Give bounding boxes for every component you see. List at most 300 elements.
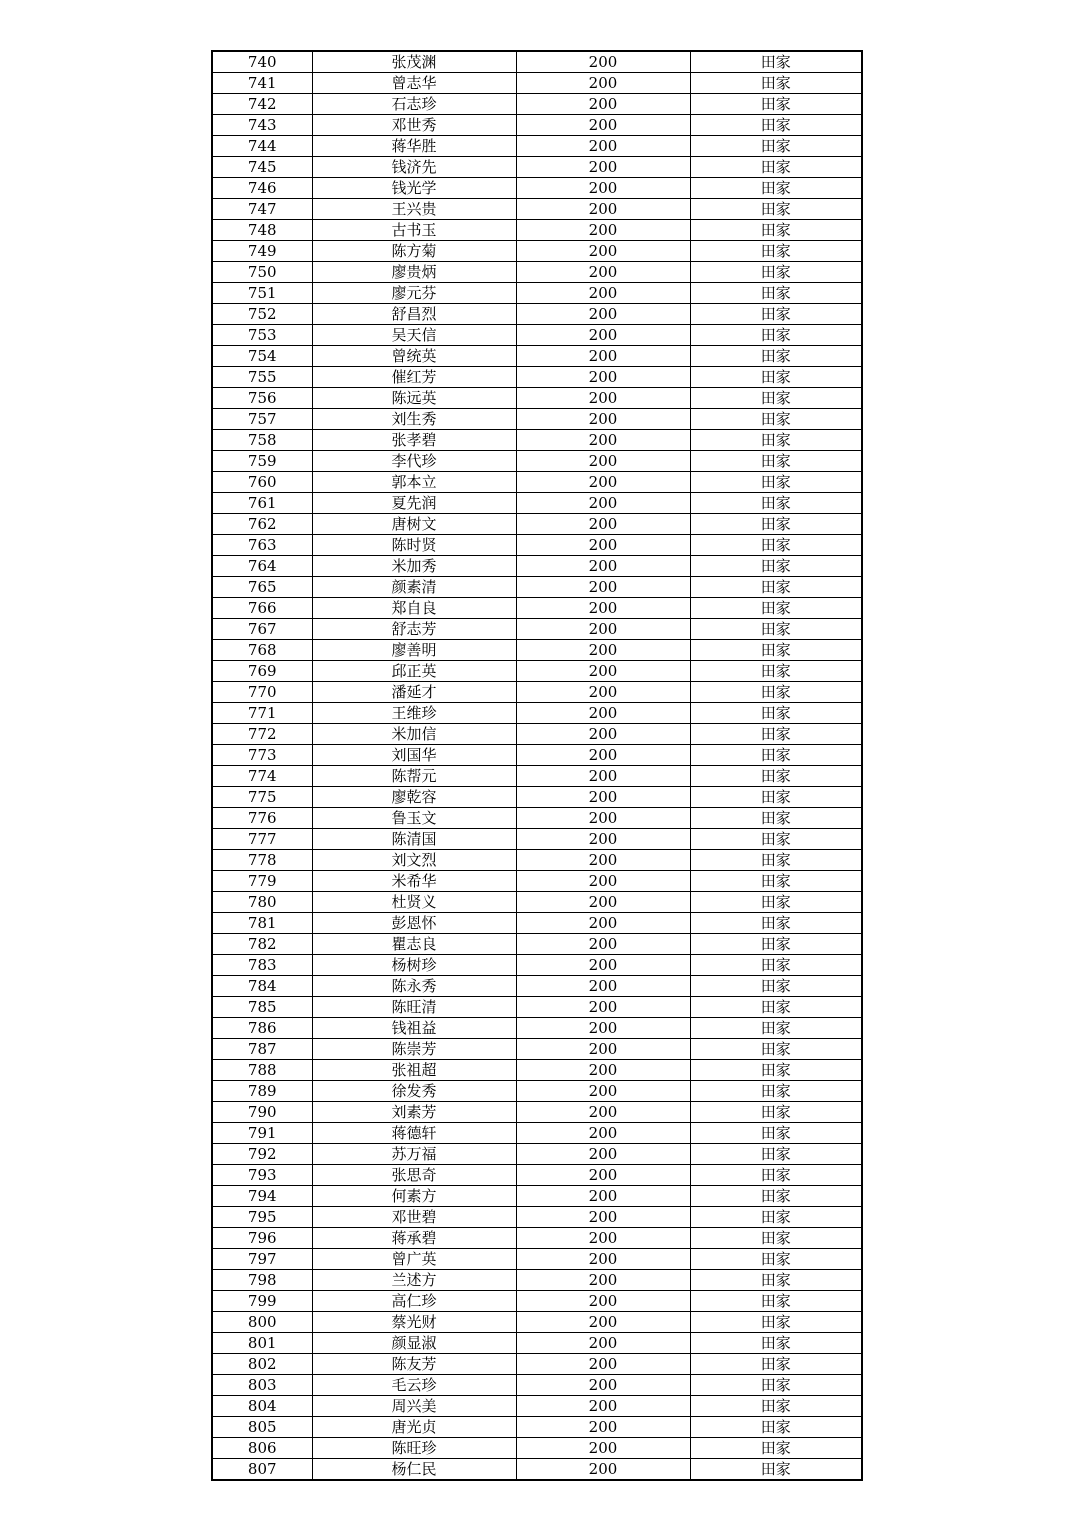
name-cell: 陈永秀	[312, 976, 516, 997]
table-row	[212, 1018, 862, 1039]
row-number-cell: 763	[212, 535, 312, 556]
row-number-cell: 772	[212, 724, 312, 745]
location-cell: 田家	[690, 871, 862, 892]
amount-cell: 200	[516, 1291, 690, 1312]
location-cell: 田家	[690, 1354, 862, 1375]
location-cell: 田家	[690, 1249, 862, 1270]
amount-cell: 200	[516, 661, 690, 682]
row-number-cell: 742	[212, 94, 312, 115]
table-row	[212, 577, 862, 598]
table-row	[212, 703, 862, 724]
amount-cell: 200	[516, 430, 690, 451]
location-cell: 田家	[690, 850, 862, 871]
row-number-cell: 750	[212, 262, 312, 283]
row-number-cell: 747	[212, 199, 312, 220]
row-number-cell: 789	[212, 1081, 312, 1102]
table-row	[212, 1270, 862, 1291]
amount-cell: 200	[516, 367, 690, 388]
location-cell: 田家	[690, 976, 862, 997]
location-cell: 田家	[690, 1375, 862, 1396]
row-number-cell: 757	[212, 409, 312, 430]
location-cell: 田家	[690, 409, 862, 430]
table-row	[212, 598, 862, 619]
location-cell: 田家	[690, 346, 862, 367]
table-row	[212, 1060, 862, 1081]
name-cell: 瞿志良	[312, 934, 516, 955]
amount-cell: 200	[516, 535, 690, 556]
amount-cell: 200	[516, 51, 690, 73]
amount-cell: 200	[516, 1459, 690, 1481]
amount-cell: 200	[516, 1165, 690, 1186]
name-cell: 颜显淑	[312, 1333, 516, 1354]
location-cell: 田家	[690, 1270, 862, 1291]
table-row	[212, 73, 862, 94]
table-row	[212, 346, 862, 367]
name-cell: 蔡光财	[312, 1312, 516, 1333]
table-row	[212, 556, 862, 577]
table-row	[212, 493, 862, 514]
table-row	[212, 1459, 862, 1481]
table-row	[212, 913, 862, 934]
row-number-cell: 769	[212, 661, 312, 682]
amount-cell: 200	[516, 73, 690, 94]
location-cell: 田家	[690, 157, 862, 178]
name-cell: 徐发秀	[312, 1081, 516, 1102]
name-cell: 王兴贵	[312, 199, 516, 220]
row-number-cell: 782	[212, 934, 312, 955]
row-number-cell: 762	[212, 514, 312, 535]
location-cell: 田家	[690, 913, 862, 934]
location-cell: 田家	[690, 283, 862, 304]
row-number-cell: 768	[212, 640, 312, 661]
table-row	[212, 1249, 862, 1270]
table-row	[212, 682, 862, 703]
row-number-cell: 770	[212, 682, 312, 703]
amount-cell: 200	[516, 1375, 690, 1396]
table-row	[212, 787, 862, 808]
row-number-cell: 744	[212, 136, 312, 157]
row-number-cell: 800	[212, 1312, 312, 1333]
row-number-cell: 759	[212, 451, 312, 472]
location-cell: 田家	[690, 1312, 862, 1333]
row-number-cell: 751	[212, 283, 312, 304]
row-number-cell: 786	[212, 1018, 312, 1039]
location-cell: 田家	[690, 1438, 862, 1459]
table-row	[212, 1291, 862, 1312]
row-number-cell: 741	[212, 73, 312, 94]
amount-cell: 200	[516, 745, 690, 766]
location-cell: 田家	[690, 808, 862, 829]
name-cell: 石志珍	[312, 94, 516, 115]
row-number-cell: 767	[212, 619, 312, 640]
row-number-cell: 806	[212, 1438, 312, 1459]
name-cell: 张祖超	[312, 1060, 516, 1081]
amount-cell: 200	[516, 829, 690, 850]
table-row	[212, 850, 862, 871]
location-cell: 田家	[690, 661, 862, 682]
amount-cell: 200	[516, 1396, 690, 1417]
amount-cell: 200	[516, 724, 690, 745]
table-row	[212, 661, 862, 682]
row-number-cell: 785	[212, 997, 312, 1018]
location-cell: 田家	[690, 94, 862, 115]
row-number-cell: 795	[212, 1207, 312, 1228]
amount-cell: 200	[516, 1270, 690, 1291]
table-row	[212, 472, 862, 493]
table-row	[212, 1081, 862, 1102]
table-row	[212, 976, 862, 997]
table-row	[212, 1417, 862, 1438]
location-cell: 田家	[690, 325, 862, 346]
amount-cell: 200	[516, 850, 690, 871]
location-cell: 田家	[690, 1018, 862, 1039]
location-cell: 田家	[690, 1039, 862, 1060]
row-number-cell: 749	[212, 241, 312, 262]
location-cell: 田家	[690, 682, 862, 703]
amount-cell: 200	[516, 1081, 690, 1102]
name-cell: 颜素清	[312, 577, 516, 598]
amount-cell: 200	[516, 283, 690, 304]
row-number-cell: 797	[212, 1249, 312, 1270]
amount-cell: 200	[516, 115, 690, 136]
table-row	[212, 430, 862, 451]
row-number-cell: 784	[212, 976, 312, 997]
amount-cell: 200	[516, 892, 690, 913]
location-cell: 田家	[690, 1396, 862, 1417]
row-number-cell: 804	[212, 1396, 312, 1417]
table-row	[212, 1102, 862, 1123]
table-row	[212, 1333, 862, 1354]
location-cell: 田家	[690, 1186, 862, 1207]
amount-cell: 200	[516, 1354, 690, 1375]
amount-cell: 200	[516, 94, 690, 115]
name-cell: 刘文烈	[312, 850, 516, 871]
table-row	[212, 94, 862, 115]
row-number-cell: 775	[212, 787, 312, 808]
location-cell: 田家	[690, 178, 862, 199]
location-cell: 田家	[690, 51, 862, 73]
name-cell: 陈旺清	[312, 997, 516, 1018]
amount-cell: 200	[516, 136, 690, 157]
row-number-cell: 766	[212, 598, 312, 619]
location-cell: 田家	[690, 745, 862, 766]
amount-cell: 200	[516, 1417, 690, 1438]
amount-cell: 200	[516, 1102, 690, 1123]
row-number-cell: 793	[212, 1165, 312, 1186]
location-cell: 田家	[690, 199, 862, 220]
amount-cell: 200	[516, 1228, 690, 1249]
amount-cell: 200	[516, 388, 690, 409]
name-cell: 杨树珍	[312, 955, 516, 976]
row-number-cell: 753	[212, 325, 312, 346]
amount-cell: 200	[516, 514, 690, 535]
table-row	[212, 1144, 862, 1165]
table-row	[212, 136, 862, 157]
name-cell: 古书玉	[312, 220, 516, 241]
table-row	[212, 241, 862, 262]
location-cell: 田家	[690, 598, 862, 619]
name-cell: 米希华	[312, 871, 516, 892]
amount-cell: 200	[516, 241, 690, 262]
amount-cell: 200	[516, 1207, 690, 1228]
location-cell: 田家	[690, 220, 862, 241]
location-cell: 田家	[690, 262, 862, 283]
table-row	[212, 766, 862, 787]
row-number-cell: 791	[212, 1123, 312, 1144]
row-number-cell: 755	[212, 367, 312, 388]
amount-cell: 200	[516, 556, 690, 577]
amount-cell: 200	[516, 1312, 690, 1333]
name-cell: 邱正英	[312, 661, 516, 682]
name-cell: 廖元芬	[312, 283, 516, 304]
roster-table	[211, 50, 863, 1481]
location-cell: 田家	[690, 241, 862, 262]
table-row	[212, 997, 862, 1018]
name-cell: 张孝碧	[312, 430, 516, 451]
amount-cell: 200	[516, 1123, 690, 1144]
table-row	[212, 1039, 862, 1060]
location-cell: 田家	[690, 367, 862, 388]
table-row	[212, 1228, 862, 1249]
location-cell: 田家	[690, 724, 862, 745]
row-number-cell: 760	[212, 472, 312, 493]
table-row	[212, 745, 862, 766]
row-number-cell: 803	[212, 1375, 312, 1396]
amount-cell: 200	[516, 640, 690, 661]
location-cell: 田家	[690, 514, 862, 535]
table-row	[212, 1354, 862, 1375]
location-cell: 田家	[690, 829, 862, 850]
amount-cell: 200	[516, 577, 690, 598]
row-number-cell: 752	[212, 304, 312, 325]
name-cell: 杨仁民	[312, 1459, 516, 1481]
row-number-cell: 788	[212, 1060, 312, 1081]
location-cell: 田家	[690, 703, 862, 724]
name-cell: 毛云珍	[312, 1375, 516, 1396]
table-row	[212, 619, 862, 640]
amount-cell: 200	[516, 199, 690, 220]
name-cell: 刘生秀	[312, 409, 516, 430]
location-cell: 田家	[690, 577, 862, 598]
table-row	[212, 262, 862, 283]
location-cell: 田家	[690, 472, 862, 493]
name-cell: 蒋华胜	[312, 136, 516, 157]
location-cell: 田家	[690, 1417, 862, 1438]
amount-cell: 200	[516, 766, 690, 787]
table-row	[212, 1438, 862, 1459]
row-number-cell: 802	[212, 1354, 312, 1375]
table-row	[212, 724, 862, 745]
amount-cell: 200	[516, 598, 690, 619]
location-cell: 田家	[690, 1291, 862, 1312]
location-cell: 田家	[690, 1102, 862, 1123]
name-cell: 张思奇	[312, 1165, 516, 1186]
amount-cell: 200	[516, 178, 690, 199]
name-cell: 钱济先	[312, 157, 516, 178]
amount-cell: 200	[516, 493, 690, 514]
table-row	[212, 829, 862, 850]
name-cell: 唐光贞	[312, 1417, 516, 1438]
row-number-cell: 746	[212, 178, 312, 199]
location-cell: 田家	[690, 430, 862, 451]
row-number-cell: 792	[212, 1144, 312, 1165]
amount-cell: 200	[516, 1144, 690, 1165]
table-row	[212, 451, 862, 472]
name-cell: 陈时贤	[312, 535, 516, 556]
name-cell: 王维珍	[312, 703, 516, 724]
row-number-cell: 764	[212, 556, 312, 577]
location-cell: 田家	[690, 493, 862, 514]
row-number-cell: 745	[212, 157, 312, 178]
name-cell: 陈帮元	[312, 766, 516, 787]
name-cell: 鲁玉文	[312, 808, 516, 829]
location-cell: 田家	[690, 136, 862, 157]
name-cell: 廖乾容	[312, 787, 516, 808]
row-number-cell: 771	[212, 703, 312, 724]
location-cell: 田家	[690, 535, 862, 556]
row-number-cell: 765	[212, 577, 312, 598]
table-row	[212, 514, 862, 535]
table-row	[212, 115, 862, 136]
name-cell: 舒昌烈	[312, 304, 516, 325]
amount-cell: 200	[516, 346, 690, 367]
name-cell: 曾志华	[312, 73, 516, 94]
row-number-cell: 756	[212, 388, 312, 409]
amount-cell: 200	[516, 220, 690, 241]
table-row	[212, 325, 862, 346]
name-cell: 曾广英	[312, 1249, 516, 1270]
table-row	[212, 1123, 862, 1144]
amount-cell: 200	[516, 472, 690, 493]
name-cell: 舒志芳	[312, 619, 516, 640]
table-row	[212, 535, 862, 556]
row-number-cell: 805	[212, 1417, 312, 1438]
location-cell: 田家	[690, 1081, 862, 1102]
name-cell: 陈旺珍	[312, 1438, 516, 1459]
row-number-cell: 779	[212, 871, 312, 892]
location-cell: 田家	[690, 1459, 862, 1481]
location-cell: 田家	[690, 556, 862, 577]
name-cell: 杜贤义	[312, 892, 516, 913]
row-number-cell: 758	[212, 430, 312, 451]
location-cell: 田家	[690, 640, 862, 661]
row-number-cell: 748	[212, 220, 312, 241]
amount-cell: 200	[516, 1333, 690, 1354]
location-cell: 田家	[690, 1207, 862, 1228]
table-row	[212, 1186, 862, 1207]
name-cell: 陈远英	[312, 388, 516, 409]
amount-cell: 200	[516, 451, 690, 472]
name-cell: 钱祖益	[312, 1018, 516, 1039]
name-cell: 邓世碧	[312, 1207, 516, 1228]
row-number-cell: 776	[212, 808, 312, 829]
row-number-cell: 743	[212, 115, 312, 136]
name-cell: 彭恩怀	[312, 913, 516, 934]
table-row	[212, 388, 862, 409]
table-row	[212, 367, 862, 388]
name-cell: 陈清国	[312, 829, 516, 850]
table-row	[212, 1207, 862, 1228]
location-cell: 田家	[690, 787, 862, 808]
row-number-cell: 801	[212, 1333, 312, 1354]
name-cell: 周兴美	[312, 1396, 516, 1417]
name-cell: 米加信	[312, 724, 516, 745]
table-row	[212, 220, 862, 241]
table-row	[212, 1312, 862, 1333]
row-number-cell: 780	[212, 892, 312, 913]
row-number-cell: 799	[212, 1291, 312, 1312]
table-row	[212, 640, 862, 661]
location-cell: 田家	[690, 1144, 862, 1165]
table-row	[212, 178, 862, 199]
table-row	[212, 157, 862, 178]
location-cell: 田家	[690, 619, 862, 640]
amount-cell: 200	[516, 157, 690, 178]
location-cell: 田家	[690, 451, 862, 472]
amount-cell: 200	[516, 976, 690, 997]
row-number-cell: 790	[212, 1102, 312, 1123]
name-cell: 何素方	[312, 1186, 516, 1207]
location-cell: 田家	[690, 304, 862, 325]
name-cell: 郑自良	[312, 598, 516, 619]
amount-cell: 200	[516, 1018, 690, 1039]
table-row	[212, 304, 862, 325]
name-cell: 夏先润	[312, 493, 516, 514]
row-number-cell: 798	[212, 1270, 312, 1291]
name-cell: 刘国华	[312, 745, 516, 766]
name-cell: 张茂渊	[312, 51, 516, 73]
amount-cell: 200	[516, 262, 690, 283]
location-cell: 田家	[690, 1060, 862, 1081]
name-cell: 蒋承碧	[312, 1228, 516, 1249]
name-cell: 廖贵炳	[312, 262, 516, 283]
amount-cell: 200	[516, 808, 690, 829]
table-row	[212, 1375, 862, 1396]
table-row	[212, 1165, 862, 1186]
amount-cell: 200	[516, 871, 690, 892]
row-number-cell: 761	[212, 493, 312, 514]
location-cell: 田家	[690, 1333, 862, 1354]
location-cell: 田家	[690, 73, 862, 94]
name-cell: 廖善明	[312, 640, 516, 661]
table-row	[212, 409, 862, 430]
amount-cell: 200	[516, 1438, 690, 1459]
location-cell: 田家	[690, 1165, 862, 1186]
table-row	[212, 199, 862, 220]
name-cell: 唐树文	[312, 514, 516, 535]
amount-cell: 200	[516, 682, 690, 703]
amount-cell: 200	[516, 619, 690, 640]
table-row	[212, 283, 862, 304]
amount-cell: 200	[516, 1039, 690, 1060]
amount-cell: 200	[516, 1249, 690, 1270]
table-row	[212, 955, 862, 976]
amount-cell: 200	[516, 787, 690, 808]
name-cell: 刘素芳	[312, 1102, 516, 1123]
row-number-cell: 787	[212, 1039, 312, 1060]
table-row	[212, 871, 862, 892]
row-number-cell: 754	[212, 346, 312, 367]
row-number-cell: 740	[212, 51, 312, 73]
location-cell: 田家	[690, 1123, 862, 1144]
name-cell: 郭本立	[312, 472, 516, 493]
row-number-cell: 807	[212, 1459, 312, 1481]
name-cell: 吴天信	[312, 325, 516, 346]
row-number-cell: 783	[212, 955, 312, 976]
table-body	[212, 51, 862, 1480]
row-number-cell: 778	[212, 850, 312, 871]
row-number-cell: 781	[212, 913, 312, 934]
